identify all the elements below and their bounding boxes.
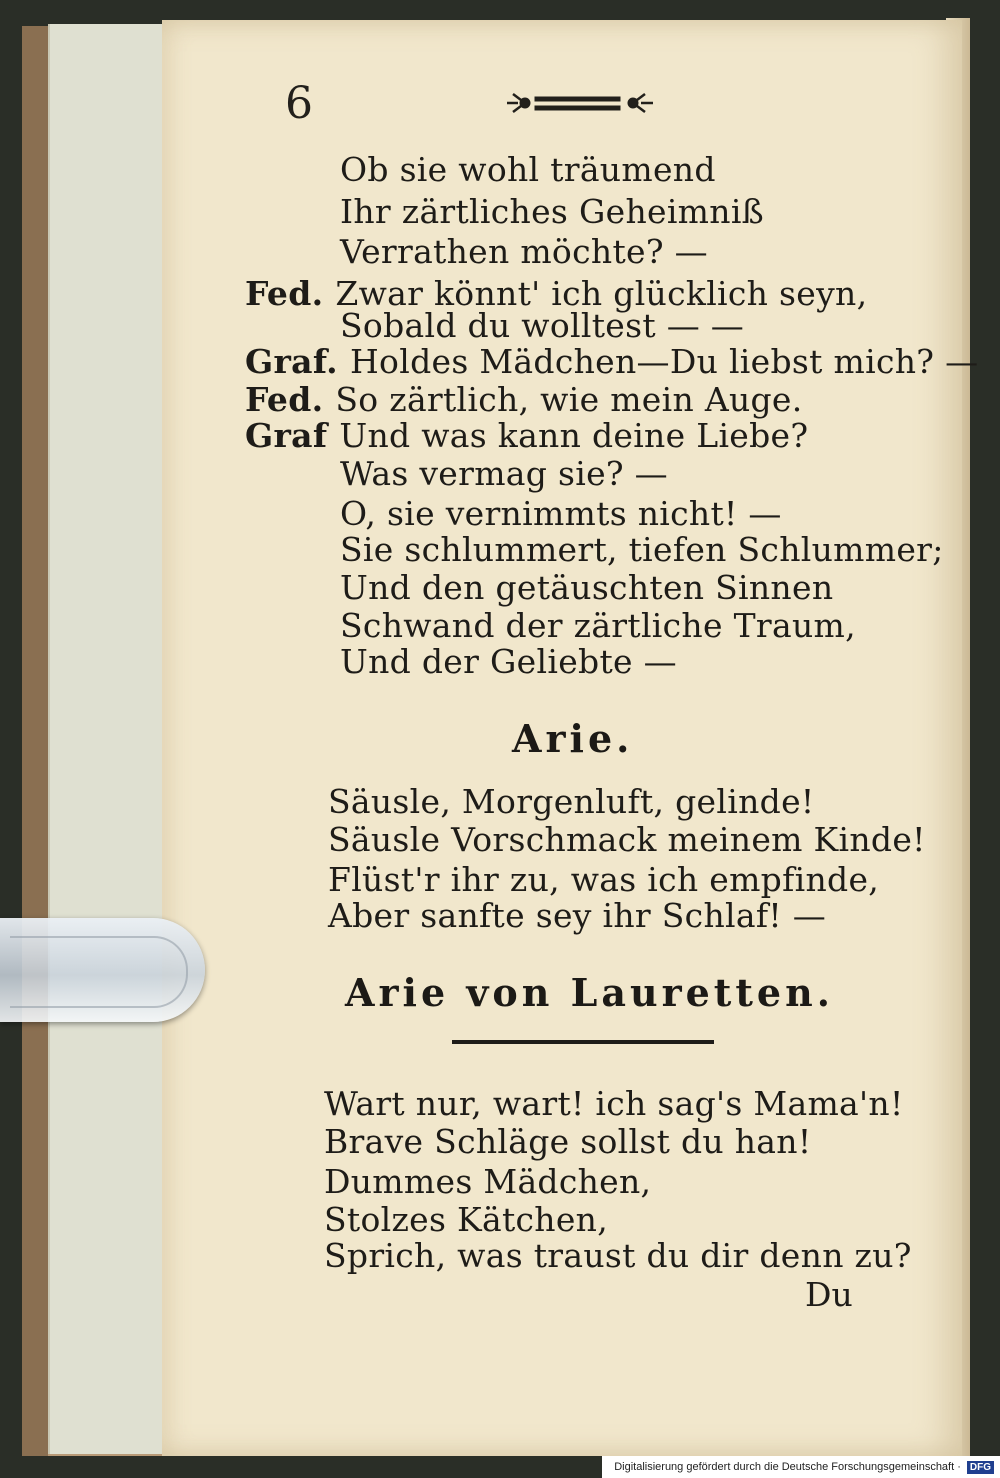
section-rule [452,1040,714,1044]
dialogue-line: Fed. So zärtlich, wie mein Auge. [245,380,803,419]
dialogue-line: Sie schlummert, tiefen Schlummer; [340,530,944,569]
aria-line: Dummes Mädchen, [324,1162,652,1201]
dialogue-line: Und der Geliebte — [340,642,677,681]
dialogue-line: Sobald du wolltest — — [340,306,745,345]
dialogue-line: Ihr zärtliches Geheimniß [340,192,765,231]
clamp-highlight [10,936,188,1008]
dialogue-line: O, sie vernimmts nicht! — [340,494,782,533]
aria-line: Aber sanfte sey ihr Schlaf! — [328,896,827,935]
aria-heading: Arie von Lauretten. [345,970,834,1015]
dialogue-line: Was vermag sie? — [340,454,668,493]
dialogue-line: Schwand der zärtliche Traum, [340,606,856,645]
page-clamp [0,918,205,1022]
aria-line: Säusle Vorschmack meinem Kinde! [328,820,926,859]
dialogue-line: Und den getäuschten Sinnen [340,568,834,607]
aria-line: Sprich, was traust du dir denn zu? [324,1236,912,1275]
aria-line: Stolzes Kätchen, [324,1200,609,1239]
aria-line: Flüst'r ihr zu, was ich empfinde, [328,860,880,899]
footer-bar [602,1456,1000,1478]
ornament-icon [505,84,655,124]
dialogue-line: Verrathen möchte? — [340,232,708,271]
catchword: Du [805,1275,853,1314]
dialogue-line: Ob sie wohl träumend [340,150,716,189]
dialogue-line: Graf. Holdes Mädchen—Du liebst mich? — [245,342,979,381]
dfg-logo: DFG [967,1461,994,1474]
board-edge [22,26,48,1456]
footer-text: Digitalisierung gefördert durch die Deutsche Forschungsgemeinschaft · [614,1461,961,1473]
aria-line: Säusle, Morgenluft, gelinde! [328,782,815,821]
binding-strip [48,24,164,1454]
aria-line: Brave Schläge sollst du han! [324,1122,812,1161]
dialogue-line: Graf Und was kann deine Liebe? [245,416,809,455]
aria-heading: Arie. [512,716,634,761]
aria-line: Wart nur, wart! ich sag's Mama'n! [324,1084,904,1123]
page-number: 6 [285,78,313,129]
dialogue-line: Fed. Zwar könnt' ich glücklich seyn, [245,274,868,313]
